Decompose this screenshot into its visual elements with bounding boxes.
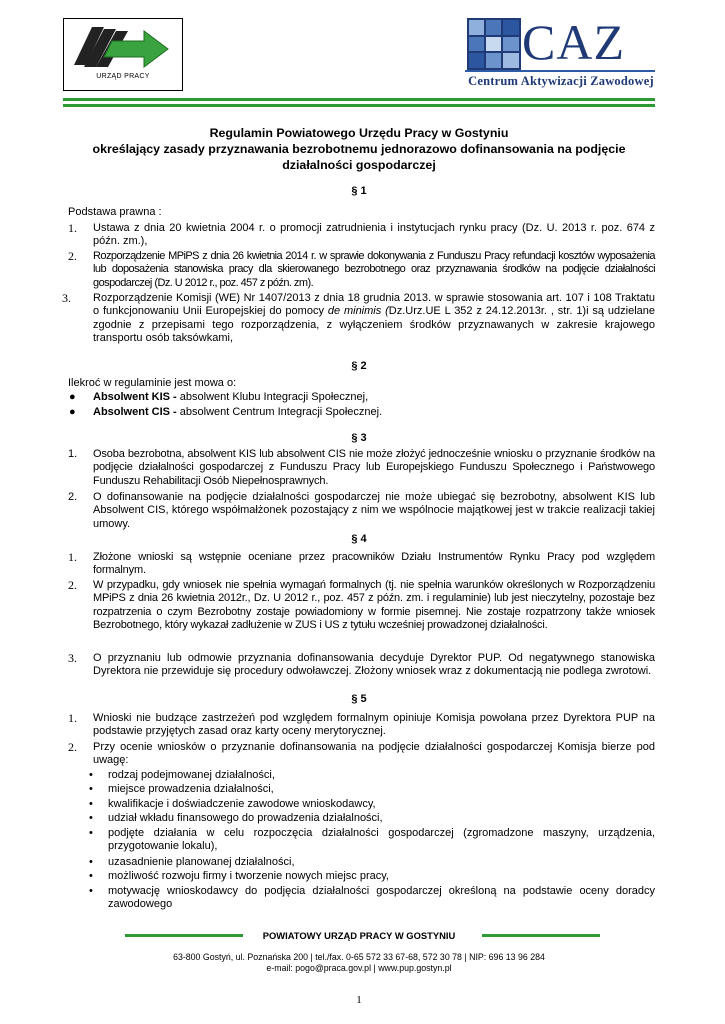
bullet-icon: ● — [69, 391, 76, 403]
item-number: 1. — [68, 550, 77, 564]
term-kis: Absolwent KIS - — [93, 391, 180, 403]
bullet-icon: • — [89, 827, 93, 839]
criteria-text: motywację wnioskodawcy do podjęcia działalności gospodarczej określoną na podstawie oceny doradcy zawodowego — [108, 885, 655, 911]
de-minimis-term: de minimis ( — [327, 305, 389, 318]
item-text: Przy ocenie wniosków o przyznanie dofinansowania na podjęcie działalności gospodarczej Komisja bierze pod uwagę: — [93, 741, 655, 767]
criteria-text: kwalifikacje i doświadczenie zawodowe wnioskodawcy, — [108, 798, 376, 810]
item-text-condensed: Rozporządzenie MPiPS z dnia 26 kwietnia 2014 r. w sprawie dokonywania z Funduszu Pracy refundacji kosztów wyposażenia lub doposażenia stanowiska pracy dla skierowanego bezrobotnego oraz przyznawania środków na podjęcie działalności gospodarczej (Dz. U 2012 r., poz. 457 z późn. zm). — [93, 250, 655, 289]
item-number: 1. — [68, 711, 77, 725]
bullet-icon: • — [89, 812, 93, 824]
s5-item-1 — [68, 712, 658, 739]
title-line-2: określający zasady przyznawania bezrobotnemu jednorazowo dofinansowania na podjęcie — [92, 141, 626, 156]
definition-kis: absolwent Klubu Integracji Społecznej, — [179, 391, 369, 403]
criteria-text: rodzaj podejmowanej działalności, — [108, 769, 275, 781]
bullet-icon: • — [89, 885, 93, 897]
item-text: Osoba bezrobotna, absolwent KIS lub absolwent CIS nie może złożyć jednocześnie wniosku o przyznanie środków na podjęcie działalności gospodarczej z Funduszu Pracy lub Europejskiego Funduszu Społecznego i Państwowego Funduszu Rehabilitacji Osób Niepełnosprawnych. — [93, 448, 655, 487]
section-2-heading: § 2 — [351, 360, 367, 372]
bullet-text — [93, 406, 655, 419]
item-number: 2. — [68, 578, 77, 592]
urzad-pracy-logo — [63, 18, 183, 91]
s4-item-3 — [68, 652, 658, 692]
caz-grid-icon — [467, 18, 521, 70]
section-2-intro: Ilekroć w regulaminie jest mowa o: — [68, 377, 237, 389]
item-number: 1. — [68, 221, 77, 235]
s3-item-1 — [68, 448, 658, 488]
item-number: 2. — [68, 740, 77, 754]
bullet-icon: • — [89, 870, 93, 882]
criteria-text: udział wkładu finansowego do prowadzenia działalności, — [108, 812, 383, 824]
section-4-heading: § 4 — [351, 533, 367, 545]
title-line-1: Regulamin Powiatowego Urzędu Pracy w Gostyniu — [209, 126, 509, 140]
s4-item-1 — [68, 551, 658, 578]
section-1-heading: § 1 — [351, 185, 367, 197]
bullet-icon: • — [89, 769, 93, 781]
section-3-heading: § 3 — [351, 432, 367, 444]
page-number: 1 — [356, 994, 362, 1006]
s3-item-2 — [68, 491, 658, 531]
item-text: Wnioski nie budzące zastrzeżeń pod względem formalnym opiniuje Komisja powołana przez Dyrektora PUP na podstawie przyjętych zasad oraz karty oceny merytorycznej. — [93, 712, 655, 738]
section-1-intro: Podstawa prawna : — [68, 206, 162, 218]
item-number: 3. — [62, 291, 71, 305]
bullet-text — [93, 391, 655, 404]
item-text — [93, 292, 655, 346]
s1-item-2 — [68, 250, 658, 290]
section-5-heading: § 5 — [351, 693, 367, 705]
term-cis: Absolwent CIS - — [93, 406, 180, 418]
footer-title: POWIATOWY URZĄD PRACY W GOSTYNIU — [262, 930, 456, 941]
bullet-icon: ● — [69, 406, 76, 418]
caz-logo — [465, 14, 657, 92]
item-number: 3. — [68, 651, 77, 665]
s2-bullet-1 — [68, 391, 658, 405]
bullet-icon: • — [89, 798, 93, 810]
s4-item-2 — [68, 579, 658, 647]
s2-bullet-2 — [68, 406, 658, 420]
caz-wordmark: CAZ — [522, 14, 625, 70]
bullet-icon: • — [89, 856, 93, 868]
item-text — [93, 250, 655, 290]
s5-item-2 — [68, 741, 658, 768]
header-rule-1 — [63, 98, 655, 101]
item-text: W przypadku, gdy wniosek nie spełnia wymagań formalnych (tj. nie spełnia warunków określonych w Rozporządzeniu MPiPS z dnia 26 kwietnia 2012r., Dz. U 2012 r., poz. 457 z późn. zm. i regulaminie) lub jest nieczytelny, pozostaje bez rozpatrzenia o czym Bezrobotny zostaje powiadomiony w formie pisemnej. Nie zostaje rozpatrzony także wniosek Bezrobotnego, który wykazał zadłużenie w ZUS i US z tytułu wcześniej prowadzonej działalności. — [93, 579, 655, 632]
item-text: Ustawa z dnia 20 kwietnia 2004 r. o promocji zatrudnienia i instytucjach rynku pracy (Dz. U. 2013 r. poz. 674 z późn. zm.), — [93, 222, 655, 248]
item-number: 2. — [68, 491, 78, 503]
criteria-text: podjęte działania w celu rozpoczęcia działalności gospodarczej (zgromadzone maszyny, urządzenia, przygotowanie lokalu), — [108, 827, 655, 853]
header-rule-2 — [63, 104, 655, 107]
document-title — [63, 126, 655, 173]
criteria-text: uzasadnienie planowanej działalności, — [108, 856, 295, 868]
item-text: O przyznaniu lub odmowie przyznania dofinansowania decyduje Dyrektor PUP. Od negatywnego stanowiska Dyrektora nie przewiduje się procedury odwoławczej. Złożony wniosek wraz z dokumentacją nie podlega zwrotowi. — [93, 652, 655, 678]
criteria-text: miejsce prowadzenia działalności, — [108, 783, 274, 795]
s1-item-3 — [62, 291, 658, 346]
item-number: 2. — [68, 249, 77, 263]
title-line-3: działalności gospodarczej — [282, 157, 436, 172]
item-text-b: Dz.Urz.UE L 352 z 24.12.2013r. , str. 1)i są udzielane zgodnie z przepisami tego rozporządzenia, z wyłączeniem środków przyznawanych w zakresie krajowego transportu osób taksówkami, — [93, 305, 656, 345]
footer-address: 63-800 Gostyń, ul. Poznańska 200 | tel./fax. 0-65 572 33 67-68, 572 30 78 | NIP: 696 13 96 284 — [173, 952, 545, 962]
bullet-icon: • — [89, 783, 93, 795]
definition-cis: absolwent Centrum Integracji Społecznej. — [179, 406, 383, 418]
criteria-text: możliwość rozwoju firmy i tworzenie nowych miejsc pracy, — [108, 870, 389, 882]
item-text: O dofinansowanie na podjęcie działalności gospodarczej nie może ubiegać się bezrobotny, absolwent KIS lub Absolwent CIS, którego współmałżonek pozostający z nim we wspólnocie majątkowej jest w trakcie realizacji takiej umowy. — [93, 491, 655, 530]
item-text-a: Rozporządzenie Komisji (WE) Nr 1407/2013 z dnia 18 grudnia 2013. w sprawie stosowania art. 107 i 108 Traktatu o funkcjonowaniu Unii Europejskiej do pomocy — [93, 292, 655, 318]
footer-contact: e-mail: pogo@praca.gov.pl | www.pup.gostyn.pl — [266, 963, 452, 973]
item-text: Złożone wnioski są wstępnie oceniane przez pracowników Działu Instrumentów Rynku Pracy pod względem formalnym. — [93, 551, 655, 577]
arrow-logo-icon — [64, 19, 182, 74]
item-number: 1. — [68, 448, 78, 460]
logo-caption: URZĄD PRACY — [96, 72, 150, 80]
s1-item-1 — [68, 222, 658, 249]
caz-underline — [465, 70, 655, 72]
caz-subtitle: Centrum Aktywizacji Zawodowej — [468, 74, 654, 88]
